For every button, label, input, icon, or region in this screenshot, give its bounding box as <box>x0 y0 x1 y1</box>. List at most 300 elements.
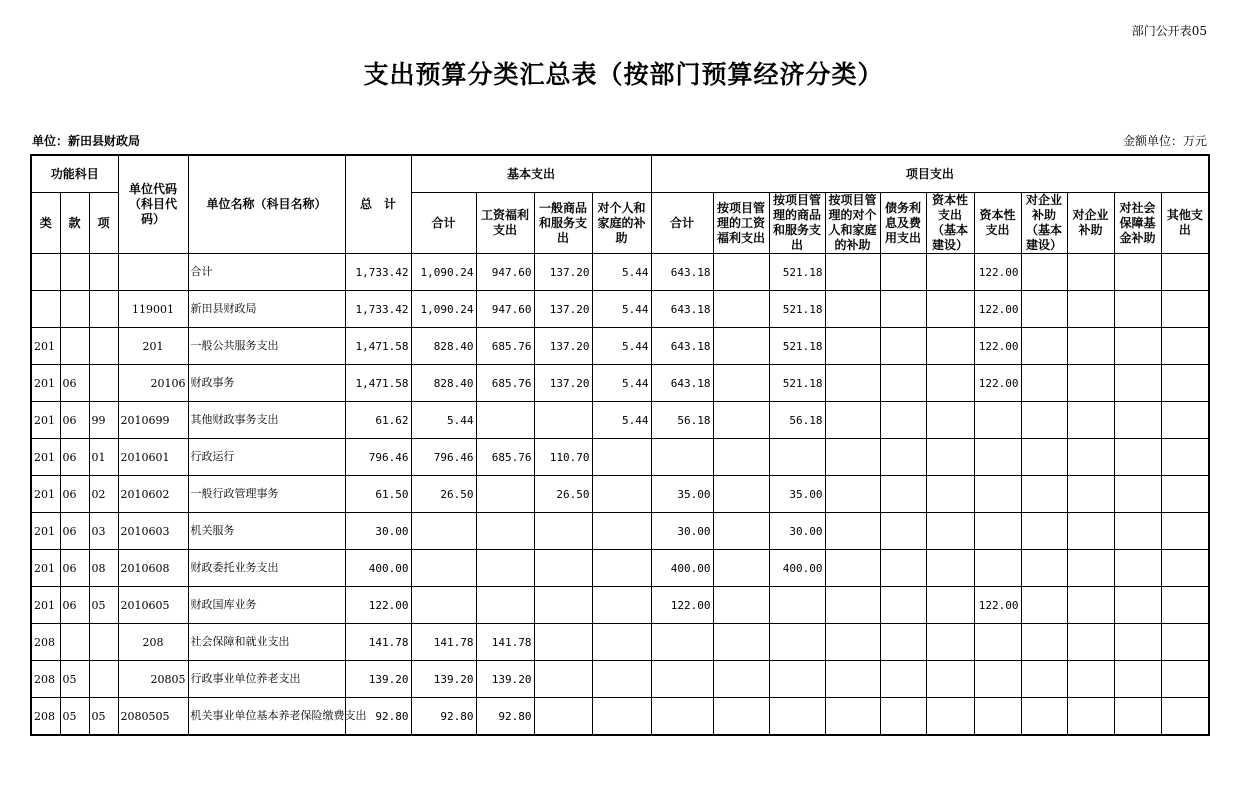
table-row <box>31 328 1209 365</box>
project-personal-cell <box>825 365 880 402</box>
project-social-fund-cell <box>1114 402 1161 439</box>
project-other-header: 其他支出 <box>1161 193 1209 254</box>
project-other-cell <box>1161 254 1209 291</box>
total-cell: 400.00 <box>345 550 411 587</box>
basic-total-header: 合计 <box>411 193 476 254</box>
project-enterprise-cell <box>1067 513 1114 550</box>
project-enterprise-build-cell <box>1021 587 1067 624</box>
basic-total-cell: 92.80 <box>411 698 476 736</box>
project-capital-build-cell <box>926 624 974 661</box>
unit-code-cell: 201 <box>118 328 188 365</box>
basic-personal-cell: 5.44 <box>592 365 651 402</box>
project-enterprise-cell <box>1067 661 1114 698</box>
table-row <box>31 402 1209 439</box>
project-capital-build-cell <box>926 550 974 587</box>
unit-code-cell: 2080505 <box>118 698 188 736</box>
project-goods-cell: 56.18 <box>769 402 825 439</box>
basic-personal-cell <box>592 476 651 513</box>
basic-wage-cell <box>476 402 534 439</box>
lei-header: 类 <box>31 193 60 254</box>
unit-code-cell: 2010699 <box>118 402 188 439</box>
project-debt-cell <box>880 587 926 624</box>
kuan-cell <box>60 254 89 291</box>
project-total-cell: 56.18 <box>651 402 713 439</box>
project-capital-cell: 122.00 <box>974 291 1021 328</box>
project-personal-header: 按项目管理的对个人和家庭的补助 <box>825 193 880 254</box>
project-goods-cell: 521.18 <box>769 328 825 365</box>
project-enterprise-build-cell <box>1021 661 1067 698</box>
xiang-cell: 05 <box>89 587 118 624</box>
xiang-cell: 02 <box>89 476 118 513</box>
project-debt-cell <box>880 698 926 736</box>
kuan-cell: 06 <box>60 365 89 402</box>
project-enterprise-build-cell <box>1021 439 1067 476</box>
project-social-fund-cell <box>1114 698 1161 736</box>
project-total-cell: 643.18 <box>651 254 713 291</box>
project-personal-cell <box>825 291 880 328</box>
table-row <box>31 587 1209 624</box>
basic-personal-cell <box>592 661 651 698</box>
basic-wage-cell: 141.78 <box>476 624 534 661</box>
project-capital-cell: 122.00 <box>974 254 1021 291</box>
project-other-cell <box>1161 550 1209 587</box>
project-debt-header: 债务利息及费用支出 <box>880 193 926 254</box>
basic-goods-cell: 137.20 <box>534 254 592 291</box>
basic-goods-cell <box>534 698 592 736</box>
project-total-cell: 35.00 <box>651 476 713 513</box>
xiang-cell <box>89 365 118 402</box>
project-enterprise-cell <box>1067 328 1114 365</box>
project-capital-cell <box>974 624 1021 661</box>
project-total-cell <box>651 439 713 476</box>
project-other-cell <box>1161 661 1209 698</box>
table-row <box>31 550 1209 587</box>
page-title: 支出预算分类汇总表（按部门预算经济分类） <box>363 60 884 89</box>
table-row <box>31 254 1209 291</box>
project-debt-cell <box>880 661 926 698</box>
project-wage-cell <box>713 550 769 587</box>
project-social-fund-cell <box>1114 328 1161 365</box>
project-enterprise-cell <box>1067 365 1114 402</box>
basic-expense-header: 基本支出 <box>411 155 651 193</box>
xiang-cell <box>89 291 118 328</box>
project-total-cell: 643.18 <box>651 291 713 328</box>
project-social-fund-header: 对社会保障基金补助 <box>1114 193 1161 254</box>
project-personal-cell <box>825 698 880 736</box>
kuan-cell: 06 <box>60 402 89 439</box>
basic-wage-cell <box>476 476 534 513</box>
total-cell: 122.00 <box>345 587 411 624</box>
project-debt-cell <box>880 476 926 513</box>
project-expense-header: 项目支出 <box>651 155 1209 193</box>
basic-wage-cell: 947.60 <box>476 291 534 328</box>
kuan-cell: 06 <box>60 439 89 476</box>
project-enterprise-build-cell <box>1021 624 1067 661</box>
project-enterprise-cell <box>1067 291 1114 328</box>
project-wage-cell <box>713 624 769 661</box>
basic-total-cell <box>411 513 476 550</box>
unit-code-cell: 2010601 <box>118 439 188 476</box>
lei-cell: 208 <box>31 698 60 736</box>
project-enterprise-cell <box>1067 402 1114 439</box>
project-capital-build-cell <box>926 402 974 439</box>
xiang-cell <box>89 254 118 291</box>
project-debt-cell <box>880 328 926 365</box>
total-cell: 61.62 <box>345 402 411 439</box>
project-other-cell <box>1161 476 1209 513</box>
project-wage-cell <box>713 402 769 439</box>
project-wage-cell <box>713 513 769 550</box>
unit-name-cell: 合计 <box>188 254 345 291</box>
project-wage-cell <box>713 328 769 365</box>
project-debt-cell <box>880 254 926 291</box>
total-header: 总 计 <box>345 155 411 254</box>
kuan-cell <box>60 624 89 661</box>
xiang-cell: 01 <box>89 439 118 476</box>
project-capital-build-cell <box>926 328 974 365</box>
project-goods-cell: 400.00 <box>769 550 825 587</box>
project-personal-cell <box>825 550 880 587</box>
table-row <box>31 624 1209 661</box>
project-social-fund-cell <box>1114 513 1161 550</box>
project-goods-cell: 521.18 <box>769 291 825 328</box>
basic-personal-cell: 5.44 <box>592 328 651 365</box>
project-enterprise-cell <box>1067 254 1114 291</box>
basic-personal-cell: 5.44 <box>592 254 651 291</box>
project-enterprise-cell <box>1067 550 1114 587</box>
kuan-header: 款 <box>60 193 89 254</box>
project-wage-cell <box>713 476 769 513</box>
kuan-cell: 06 <box>60 587 89 624</box>
table-row <box>31 476 1209 513</box>
project-capital-cell: 122.00 <box>974 365 1021 402</box>
unit-code-cell <box>118 254 188 291</box>
project-capital-cell: 122.00 <box>974 328 1021 365</box>
lei-cell: 208 <box>31 661 60 698</box>
project-other-cell <box>1161 513 1209 550</box>
project-other-cell <box>1161 402 1209 439</box>
basic-total-cell: 796.46 <box>411 439 476 476</box>
basic-wage-cell <box>476 587 534 624</box>
kuan-cell: 06 <box>60 476 89 513</box>
total-cell: 92.80 <box>345 698 411 736</box>
basic-goods-cell <box>534 624 592 661</box>
unit-name-header: 单位名称（科目名称） <box>188 155 345 254</box>
project-goods-header: 按项目管理的商品和服务支出 <box>769 193 825 254</box>
project-social-fund-cell <box>1114 254 1161 291</box>
basic-wage-cell: 92.80 <box>476 698 534 736</box>
project-goods-cell <box>769 698 825 736</box>
basic-wage-cell <box>476 513 534 550</box>
project-social-fund-cell <box>1114 587 1161 624</box>
lei-cell <box>31 291 60 328</box>
unit-code-cell: 20805 <box>118 661 188 698</box>
unit-name-cell: 行政事业单位养老支出 <box>188 661 345 698</box>
project-debt-cell <box>880 291 926 328</box>
budget-table <box>30 154 1210 736</box>
lei-cell: 201 <box>31 439 60 476</box>
kuan-cell: 05 <box>60 698 89 736</box>
unit-code-cell: 2010602 <box>118 476 188 513</box>
project-personal-cell <box>825 254 880 291</box>
basic-goods-cell <box>534 661 592 698</box>
basic-wage-cell <box>476 550 534 587</box>
table-row <box>31 513 1209 550</box>
project-enterprise-build-cell <box>1021 698 1067 736</box>
project-social-fund-cell <box>1114 291 1161 328</box>
project-enterprise-build-cell <box>1021 402 1067 439</box>
basic-personal-header: 对个人和家庭的补助 <box>592 193 651 254</box>
basic-goods-header: 一般商品和服务支出 <box>534 193 592 254</box>
project-capital-cell <box>974 402 1021 439</box>
project-wage-cell <box>713 439 769 476</box>
project-enterprise-build-cell <box>1021 254 1067 291</box>
project-goods-cell: 30.00 <box>769 513 825 550</box>
project-capital-build-cell <box>926 587 974 624</box>
project-debt-cell <box>880 624 926 661</box>
budget-rows <box>31 254 1209 736</box>
basic-personal-cell: 5.44 <box>592 291 651 328</box>
table-row <box>31 365 1209 402</box>
project-total-cell: 30.00 <box>651 513 713 550</box>
kuan-cell: 05 <box>60 661 89 698</box>
lei-cell: 201 <box>31 550 60 587</box>
total-cell: 1,733.42 <box>345 291 411 328</box>
project-capital-cell <box>974 550 1021 587</box>
xiang-header: 项 <box>89 193 118 254</box>
project-social-fund-cell <box>1114 439 1161 476</box>
unit-name-cell: 行政运行 <box>188 439 345 476</box>
unit-name-cell: 其他财政事务支出 <box>188 402 345 439</box>
project-capital-build-cell <box>926 439 974 476</box>
project-capital-cell <box>974 513 1021 550</box>
project-enterprise-build-cell <box>1021 328 1067 365</box>
table-row <box>31 291 1209 328</box>
project-social-fund-cell <box>1114 624 1161 661</box>
basic-goods-cell: 137.20 <box>534 328 592 365</box>
kuan-cell <box>60 291 89 328</box>
project-capital-header: 资本性支出 <box>974 193 1021 254</box>
project-enterprise-build-cell <box>1021 291 1067 328</box>
basic-personal-cell <box>592 698 651 736</box>
xiang-cell: 99 <box>89 402 118 439</box>
project-social-fund-cell <box>1114 661 1161 698</box>
lei-cell: 201 <box>31 476 60 513</box>
total-cell: 141.78 <box>345 624 411 661</box>
basic-total-cell: 1,090.24 <box>411 291 476 328</box>
project-goods-cell <box>769 624 825 661</box>
project-capital-build-cell <box>926 698 974 736</box>
project-capital-cell <box>974 476 1021 513</box>
kuan-cell: 06 <box>60 550 89 587</box>
project-goods-cell <box>769 587 825 624</box>
project-enterprise-cell <box>1067 476 1114 513</box>
project-capital-build-header: 资本性支出（基本建设） <box>926 193 974 254</box>
basic-wage-cell: 139.20 <box>476 661 534 698</box>
lei-cell: 201 <box>31 513 60 550</box>
basic-personal-cell <box>592 587 651 624</box>
project-wage-cell <box>713 254 769 291</box>
project-enterprise-cell <box>1067 587 1114 624</box>
project-debt-cell <box>880 439 926 476</box>
project-capital-build-cell <box>926 291 974 328</box>
project-enterprise-build-cell <box>1021 476 1067 513</box>
unit-code-cell: 208 <box>118 624 188 661</box>
table-row <box>31 698 1209 736</box>
basic-personal-cell <box>592 624 651 661</box>
kuan-cell: 06 <box>60 513 89 550</box>
basic-total-cell: 26.50 <box>411 476 476 513</box>
project-capital-build-cell <box>926 513 974 550</box>
project-social-fund-cell <box>1114 550 1161 587</box>
basic-personal-cell <box>592 439 651 476</box>
basic-goods-cell <box>534 513 592 550</box>
basic-goods-cell <box>534 550 592 587</box>
xiang-cell: 08 <box>89 550 118 587</box>
total-cell: 61.50 <box>345 476 411 513</box>
project-enterprise-cell <box>1067 624 1114 661</box>
project-goods-cell <box>769 661 825 698</box>
project-wage-cell <box>713 365 769 402</box>
project-total-cell <box>651 624 713 661</box>
total-cell: 796.46 <box>345 439 411 476</box>
unit-code-header: 单位代码（科目代码） <box>118 155 188 254</box>
project-goods-cell: 521.18 <box>769 254 825 291</box>
basic-total-cell <box>411 550 476 587</box>
unit-name-cell: 社会保障和就业支出 <box>188 624 345 661</box>
xiang-cell: 03 <box>89 513 118 550</box>
project-goods-cell: 35.00 <box>769 476 825 513</box>
total-cell: 30.00 <box>345 513 411 550</box>
project-personal-cell <box>825 402 880 439</box>
total-cell: 1,471.58 <box>345 328 411 365</box>
reporting-unit: 单位：新田县财政局 <box>32 134 141 148</box>
amount-unit: 金额单位：万元 <box>1122 134 1207 148</box>
unit-code-cell: 119001 <box>118 291 188 328</box>
project-total-cell: 122.00 <box>651 587 713 624</box>
lei-cell: 201 <box>31 365 60 402</box>
project-capital-cell <box>974 439 1021 476</box>
project-personal-cell <box>825 624 880 661</box>
basic-wage-cell: 685.76 <box>476 328 534 365</box>
func-subject-header: 功能科目 <box>31 155 118 193</box>
total-cell: 1,471.58 <box>345 365 411 402</box>
unit-code-cell: 20106 <box>118 365 188 402</box>
project-other-cell <box>1161 291 1209 328</box>
project-personal-cell <box>825 328 880 365</box>
project-social-fund-cell <box>1114 476 1161 513</box>
form-number: 部门公开表05 <box>1131 24 1207 38</box>
project-personal-cell <box>825 661 880 698</box>
project-other-cell <box>1161 328 1209 365</box>
xiang-cell <box>89 624 118 661</box>
basic-personal-cell: 5.44 <box>592 402 651 439</box>
project-capital-build-cell <box>926 254 974 291</box>
basic-total-cell: 828.40 <box>411 328 476 365</box>
project-capital-cell: 122.00 <box>974 587 1021 624</box>
unit-name-cell: 财政事务 <box>188 365 345 402</box>
unit-name-cell: 一般公共服务支出 <box>188 328 345 365</box>
total-cell: 139.20 <box>345 661 411 698</box>
project-debt-cell <box>880 550 926 587</box>
project-enterprise-header: 对企业补助 <box>1067 193 1114 254</box>
basic-total-cell <box>411 587 476 624</box>
basic-total-cell: 139.20 <box>411 661 476 698</box>
basic-goods-cell: 137.20 <box>534 365 592 402</box>
basic-wage-cell: 685.76 <box>476 365 534 402</box>
project-wage-header: 按项目管理的工资福利支出 <box>713 193 769 254</box>
xiang-cell: 05 <box>89 698 118 736</box>
project-enterprise-build-cell <box>1021 550 1067 587</box>
project-goods-cell: 521.18 <box>769 365 825 402</box>
project-other-cell <box>1161 624 1209 661</box>
project-social-fund-cell <box>1114 365 1161 402</box>
basic-total-cell: 1,090.24 <box>411 254 476 291</box>
project-enterprise-build-header: 对企业补助（基本建设） <box>1021 193 1067 254</box>
table-row <box>31 661 1209 698</box>
unit-name-cell: 机关事业单位基本养老保险缴费支出 <box>188 698 345 736</box>
project-total-cell: 643.18 <box>651 365 713 402</box>
project-capital-cell <box>974 661 1021 698</box>
basic-wage-cell: 947.60 <box>476 254 534 291</box>
project-total-cell: 643.18 <box>651 328 713 365</box>
project-enterprise-build-cell <box>1021 513 1067 550</box>
unit-name-cell: 财政国库业务 <box>188 587 345 624</box>
table-row <box>31 439 1209 476</box>
total-cell: 1,733.42 <box>345 254 411 291</box>
basic-goods-cell: 26.50 <box>534 476 592 513</box>
lei-cell: 201 <box>31 587 60 624</box>
project-debt-cell <box>880 402 926 439</box>
project-personal-cell <box>825 587 880 624</box>
project-debt-cell <box>880 365 926 402</box>
project-other-cell <box>1161 587 1209 624</box>
kuan-cell <box>60 328 89 365</box>
project-wage-cell <box>713 291 769 328</box>
project-wage-cell <box>713 698 769 736</box>
unit-name-cell: 财政委托业务支出 <box>188 550 345 587</box>
basic-goods-cell: 137.20 <box>534 291 592 328</box>
project-other-cell <box>1161 698 1209 736</box>
basic-total-cell: 5.44 <box>411 402 476 439</box>
lei-cell: 201 <box>31 402 60 439</box>
project-total-cell <box>651 698 713 736</box>
project-enterprise-cell <box>1067 439 1114 476</box>
project-wage-cell <box>713 661 769 698</box>
basic-personal-cell <box>592 550 651 587</box>
project-capital-build-cell <box>926 365 974 402</box>
basic-total-cell: 828.40 <box>411 365 476 402</box>
unit-code-cell: 2010605 <box>118 587 188 624</box>
project-other-cell <box>1161 439 1209 476</box>
project-enterprise-cell <box>1067 698 1114 736</box>
xiang-cell <box>89 661 118 698</box>
project-wage-cell <box>713 587 769 624</box>
project-capital-cell <box>974 698 1021 736</box>
project-total-cell <box>651 661 713 698</box>
project-personal-cell <box>825 476 880 513</box>
project-personal-cell <box>825 513 880 550</box>
lei-cell: 201 <box>31 328 60 365</box>
lei-cell <box>31 254 60 291</box>
unit-name-cell: 一般行政管理事务 <box>188 476 345 513</box>
project-personal-cell <box>825 439 880 476</box>
xiang-cell <box>89 328 118 365</box>
project-other-cell <box>1161 365 1209 402</box>
project-total-header: 合计 <box>651 193 713 254</box>
unit-code-cell: 2010603 <box>118 513 188 550</box>
lei-cell: 208 <box>31 624 60 661</box>
